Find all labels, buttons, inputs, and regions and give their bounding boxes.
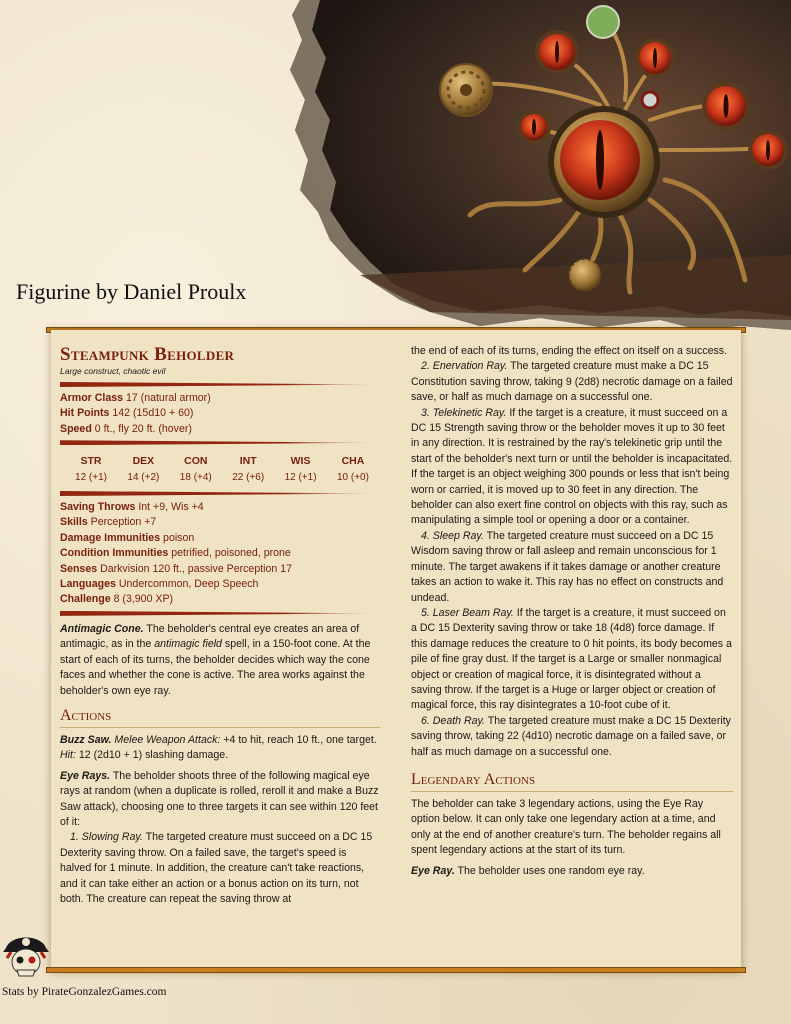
legendary-intro: The beholder can take 3 legendary actions, using the Eye Ray option below. It can only take one legendary action at a time, and only at the end of another creature's turn. The beholder regains all spent legendary actions at the start of its turn. bbox=[411, 797, 721, 857]
ray-death: 6. Death Ray. The targeted creature must make a DC 15 Dexterity saving throw, taking 22 (4d10) necrotic damage on a failed save, or half as much damage on a successful one. bbox=[411, 714, 731, 758]
legendary-actions-heading: Legendary Actions bbox=[411, 770, 733, 792]
ability-dex: DEX 14 (+2) bbox=[127, 455, 160, 483]
ability-wis: WIS 12 (+1) bbox=[284, 455, 317, 483]
ray-laser-beam: 5. Laser Beam Ray. If the target is a creature, it must succeed on a DC 15 Dexterity saving throw or take 18 (4d8) force damage. If this damage reduces the creature to 0 hit points, its body becomes a pile of fine gray dust. If the target is a Large or smaller nonmagical object or creation of magical force, it is disintegrated without a saving throw. If the target is a Huge or larger object or creation of magical force, this ray disintegrates a 10-foot cube of it. bbox=[411, 606, 732, 712]
armor-class: Armor Class 17 (natural armor) bbox=[60, 392, 211, 404]
legendary-eye-ray: Eye Ray. The beholder uses one random eye ray. bbox=[411, 864, 645, 877]
actions-heading: Actions bbox=[60, 706, 380, 728]
pirate-skull-icon bbox=[3, 928, 49, 982]
stats-credit: Stats by PirateGonzalezGames.com bbox=[2, 986, 167, 998]
monster-type: Large construct, chaotic evil bbox=[60, 366, 166, 376]
statblock-right-column bbox=[411, 344, 733, 879]
ray-sleep: 4. Sleep Ray. The targeted creature must succeed on a DC 15 Wisdom saving throw or fall asleep and remain unconscious for 1 minute. The target awakens if it takes damage or another creature takes an action to wake it. This ray has no effect on constructs and undead. bbox=[411, 529, 724, 604]
senses: Senses Darkvision 120 ft., passive Perception 17 bbox=[60, 562, 293, 575]
hit-points: Hit Points 142 (15d10 + 60) bbox=[60, 407, 194, 420]
ability-scores bbox=[60, 449, 380, 488]
ability-cha: CHA 10 (+0) bbox=[336, 455, 369, 483]
statblock-bottom-bar bbox=[46, 967, 746, 973]
ray-slowing: 1. Slowing Ray. The targeted creature must succeed on a DC 15 Dexterity saving throw. On a failed save, the target's speed is halved for 1 minute. In addition, the creature can't take reactions, and it can take either an action or a bonus action on its turn, not both. The creature can repeat the saving throw at bbox=[60, 831, 373, 905]
divider bbox=[60, 440, 380, 445]
statblock-left-column bbox=[60, 344, 380, 907]
ability-int: INT 22 (+6) bbox=[232, 455, 265, 483]
divider bbox=[60, 611, 380, 616]
divider bbox=[60, 382, 380, 387]
languages: Languages Undercommon, Deep Speech bbox=[60, 578, 259, 591]
trait-antimagic-cone: Antimagic Cone. The beholder's central eye creates an area of antimagic, as in the antimagic field spell, in a 150-foot cone. At the start of each of its turns, the beholder decides which way the cone faces and whether the cone is active. The area works against the beholder's own eye ray. bbox=[60, 622, 371, 697]
condition-immunities: Condition Immunities petrified, poisoned, prone bbox=[60, 547, 291, 560]
ray-telekinetic: 3. Telekinetic Ray. If the target is a creature, it must succeed on a DC 15 Strength saving throw or the beholder moves it up to 30 feet in any direction. It is restrained by the ray's telekinetic grip until the start of the beholder's next turn or until the beholder is incapacitated. If the target is an object weighing 300 pounds or less that isn't being worn or carried, it is moved up to 30 feet in any direction. The beholder can also exert fine control on objects with this ray, such as manipulating a simple tool or opening a door or a container. bbox=[411, 406, 733, 527]
ability-con: CON 18 (+4) bbox=[179, 455, 212, 483]
gear-ornament bbox=[440, 64, 492, 116]
ray-slowing-continued: the end of each of its turns, ending the effect on itself on a success. bbox=[411, 345, 728, 357]
ray-enervation: 2. Enervation Ray. The targeted creature must make a DC 15 Constitution saving throw, taking 9 (2d8) necrotic damage on a failed save, or half as much damage on a successful one. bbox=[411, 360, 733, 404]
saving-throws: Saving Throws Int +9, Wis +4 bbox=[60, 501, 204, 514]
figurine-credit: Figurine by Daniel Proulx bbox=[16, 279, 247, 304]
divider bbox=[60, 491, 380, 496]
monster-name: Steampunk Beholder bbox=[60, 344, 235, 365]
action-buzz-saw: Buzz Saw. Melee Weapon Attack: +4 to hit, reach 10 ft., one target. Hit: 12 (2d10 + 1) slashing damage. bbox=[60, 733, 377, 762]
challenge: Challenge 8 (3,900 XP) bbox=[60, 593, 174, 606]
skills: Skills Perception +7 bbox=[60, 516, 157, 529]
action-eye-rays: Eye Rays. The beholder shoots three of the following magical eye rays at random (when a duplicate is rolled, reroll it and make a Buzz Saw attack), choosing one to three targets it can see within 120 feet of it: bbox=[60, 769, 379, 828]
speed: Speed 0 ft., fly 20 ft. (hover) bbox=[60, 422, 192, 435]
ability-str: STR 12 (+1) bbox=[75, 455, 107, 483]
damage-immunities: Damage Immunities poison bbox=[60, 531, 195, 544]
